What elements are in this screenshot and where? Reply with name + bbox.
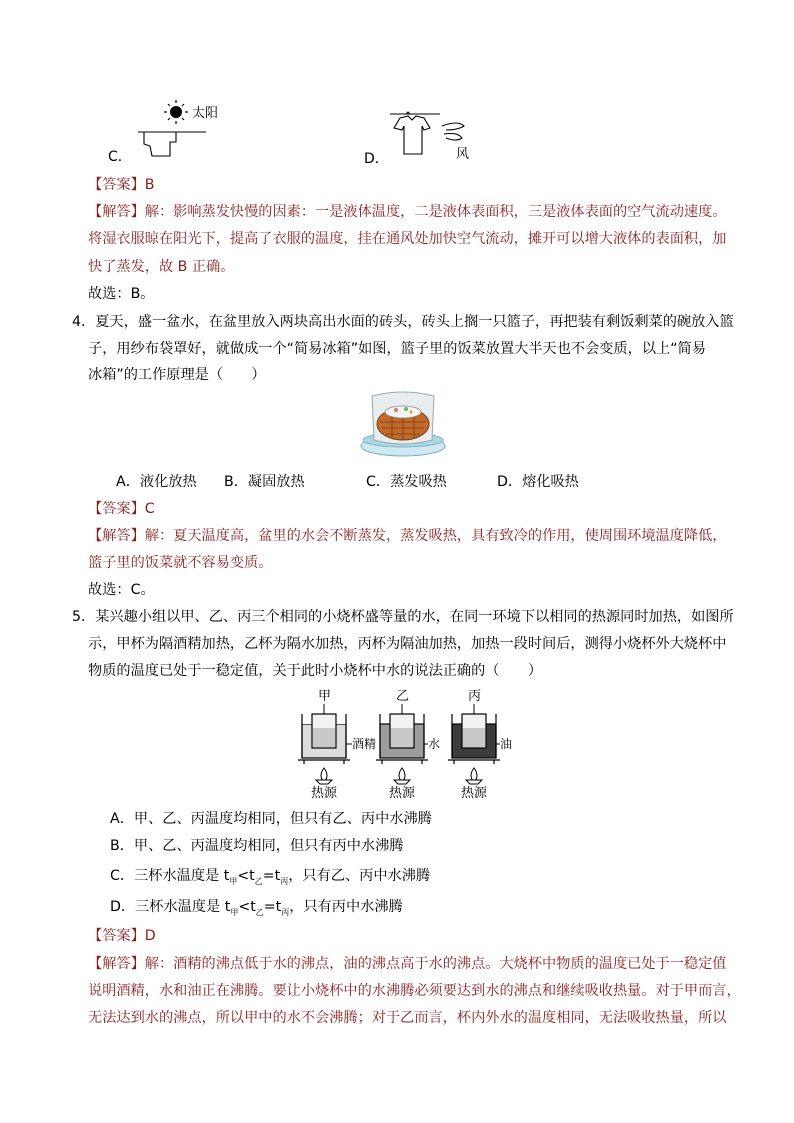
q5-stem-line-3: 物质的温度已处于一稳定值，关于此时小烧杯中水的说法正确的（ ） — [88, 663, 543, 679]
q4-option-a[interactable]: A．液化放热 — [116, 474, 197, 490]
subscript: 丙 — [281, 907, 290, 917]
option-c-figure — [108, 98, 248, 165]
wind-icon — [442, 123, 464, 140]
sun-and-clothes-figure — [136, 98, 246, 162]
subscript: 乙 — [254, 876, 263, 886]
shirt-in-wind-figure — [390, 108, 490, 162]
q5-stem-line-1: 5．某兴趣小组以甲、乙、丙三个相同的小烧杯盛等量的水，在同一环境下以相同的热源同时加热，如图所 — [72, 609, 734, 625]
option-text: D．三杯水温度是 t — [110, 899, 231, 915]
q5-option-a[interactable]: A．甲、乙、丙温度均相同，但只有乙、丙中水沸腾 — [110, 811, 432, 827]
analysis-text: 解：酒精的沸点低于水的沸点，油的沸点高于水的沸点。大烧杯中物质的温度已处于一稳定值 — [144, 956, 727, 972]
simple-fridge-figure — [358, 390, 448, 460]
heat-source-label: 热源 — [311, 786, 338, 800]
q4-stem-line-1: 4．夏天，盛一盆水，在盆里放入两块高出水面的砖头，砖头上搁一只篮子，再把装有剩饭剩菜的碗放入篮 — [72, 314, 734, 330]
analysis-text: 解：影响蒸发快慢的因素：一是液体温度，二是液体表面积，三是液体表面的空气流动速度。 — [144, 204, 727, 220]
q5-answer: 【答案】D — [88, 928, 156, 944]
q3-analysis-line-2: 将湿衣服晾在阳光下，提高了衣服的温度，挂在通风处加快空气流动，摊开可以增大液体的表面积，加 — [88, 231, 727, 247]
q4-analysis-line-2: 篮子里的饭菜就不容易变质。 — [88, 555, 273, 571]
subscript: 甲 — [229, 876, 238, 886]
liquid-label-alcohol: 酒精 — [352, 737, 377, 751]
q4-option-c[interactable]: C．蒸发吸热 — [366, 474, 447, 490]
option-d-label: D． — [364, 151, 389, 167]
q5-option-b[interactable]: B．甲、乙、丙温度均相同，但只有丙中水沸腾 — [110, 838, 404, 854]
q4-choose: 故选：C。 — [88, 582, 155, 598]
beaker-bing — [448, 689, 512, 800]
q5-stem-line-2: 示，甲杯为隔酒精加热，乙杯为隔水加热，丙杯为隔油加热，加热一段时间后，测得小烧杯外大烧杯中 — [88, 636, 727, 652]
q5-option-c[interactable] — [110, 865, 430, 887]
beaker-jia — [298, 689, 376, 800]
option-text: <t — [237, 868, 255, 884]
wind-label: 风 — [456, 147, 470, 162]
option-text: C．三杯水温度是 t — [110, 868, 230, 884]
option-text: <t — [238, 899, 256, 915]
q5-analysis-line-1 — [88, 953, 726, 973]
q4-analysis-line-1 — [88, 525, 726, 545]
heat-source-label: 热源 — [389, 786, 416, 800]
option-c-label: C． — [108, 149, 132, 165]
option-text: =t — [262, 868, 281, 884]
q5-analysis-line-2: 说明酒精，水和油正在沸腾。要让小烧杯中的水沸腾必须要达到水的沸点和继续吸收热量。对于甲而言， — [88, 983, 741, 999]
q4-answer: 【答案】C — [88, 501, 155, 517]
q4-option-b[interactable]: B．凝固放热 — [224, 474, 305, 490]
q3-choose: 故选：B。 — [88, 286, 155, 302]
option-text: =t — [263, 899, 282, 915]
option-d-figure — [364, 108, 494, 167]
q3-analysis-line-3: 快了蒸发，故 B 正确。 — [88, 259, 235, 275]
subscript: 乙 — [255, 907, 264, 917]
q3-answer: 【答案】B — [88, 177, 155, 193]
beaker-yi — [376, 689, 440, 800]
option-text: ，只有丙中水沸腾 — [289, 899, 403, 915]
sun-icon — [164, 100, 188, 124]
sun-label: 太阳 — [192, 106, 219, 121]
q5-option-d[interactable] — [110, 896, 403, 918]
beaker-label-yi: 乙 — [396, 689, 410, 704]
q4-stem-line-2: 子，用纱布袋罩好，就做成一个“简易冰箱”如图，篮子里的饭菜放置大半天也不会变质，以上“简易 — [88, 341, 706, 357]
heat-source-label: 热源 — [461, 786, 488, 800]
q4-stem-line-3: 冰箱”的工作原理是（ ） — [88, 367, 266, 383]
liquid-label-water: 水 — [428, 737, 441, 751]
option-text: ，只有乙、丙中水沸腾 — [288, 868, 431, 884]
shirt-icon — [390, 112, 440, 154]
q5-analysis-line-3: 无法达到水的沸点，所以甲中的水不会沸腾；对于乙而言，杯内外水的温度相同，无法吸收热量，所以 — [88, 1010, 727, 1026]
beaker-label-bing: 丙 — [468, 689, 482, 704]
q4-option-d[interactable]: D．熔化吸热 — [497, 474, 579, 490]
liquid-label-oil: 油 — [500, 737, 513, 751]
q3-analysis-line-1 — [88, 201, 726, 221]
analysis-tag: 【解答】 — [88, 956, 145, 972]
clothes-on-line-icon — [138, 132, 206, 156]
food-bowl — [385, 406, 421, 418]
analysis-tag: 【解答】 — [88, 528, 145, 544]
subscript: 甲 — [230, 907, 239, 917]
beaker-label-jia: 甲 — [318, 689, 332, 704]
beakers-figure — [298, 684, 518, 800]
analysis-tag: 【解答】 — [88, 204, 145, 220]
analysis-text: 解：夏天温度高，盆里的水会不断蒸发，蒸发吸热，具有致冷的作用，使周围环境温度降低， — [144, 528, 727, 544]
subscript: 丙 — [280, 876, 289, 886]
